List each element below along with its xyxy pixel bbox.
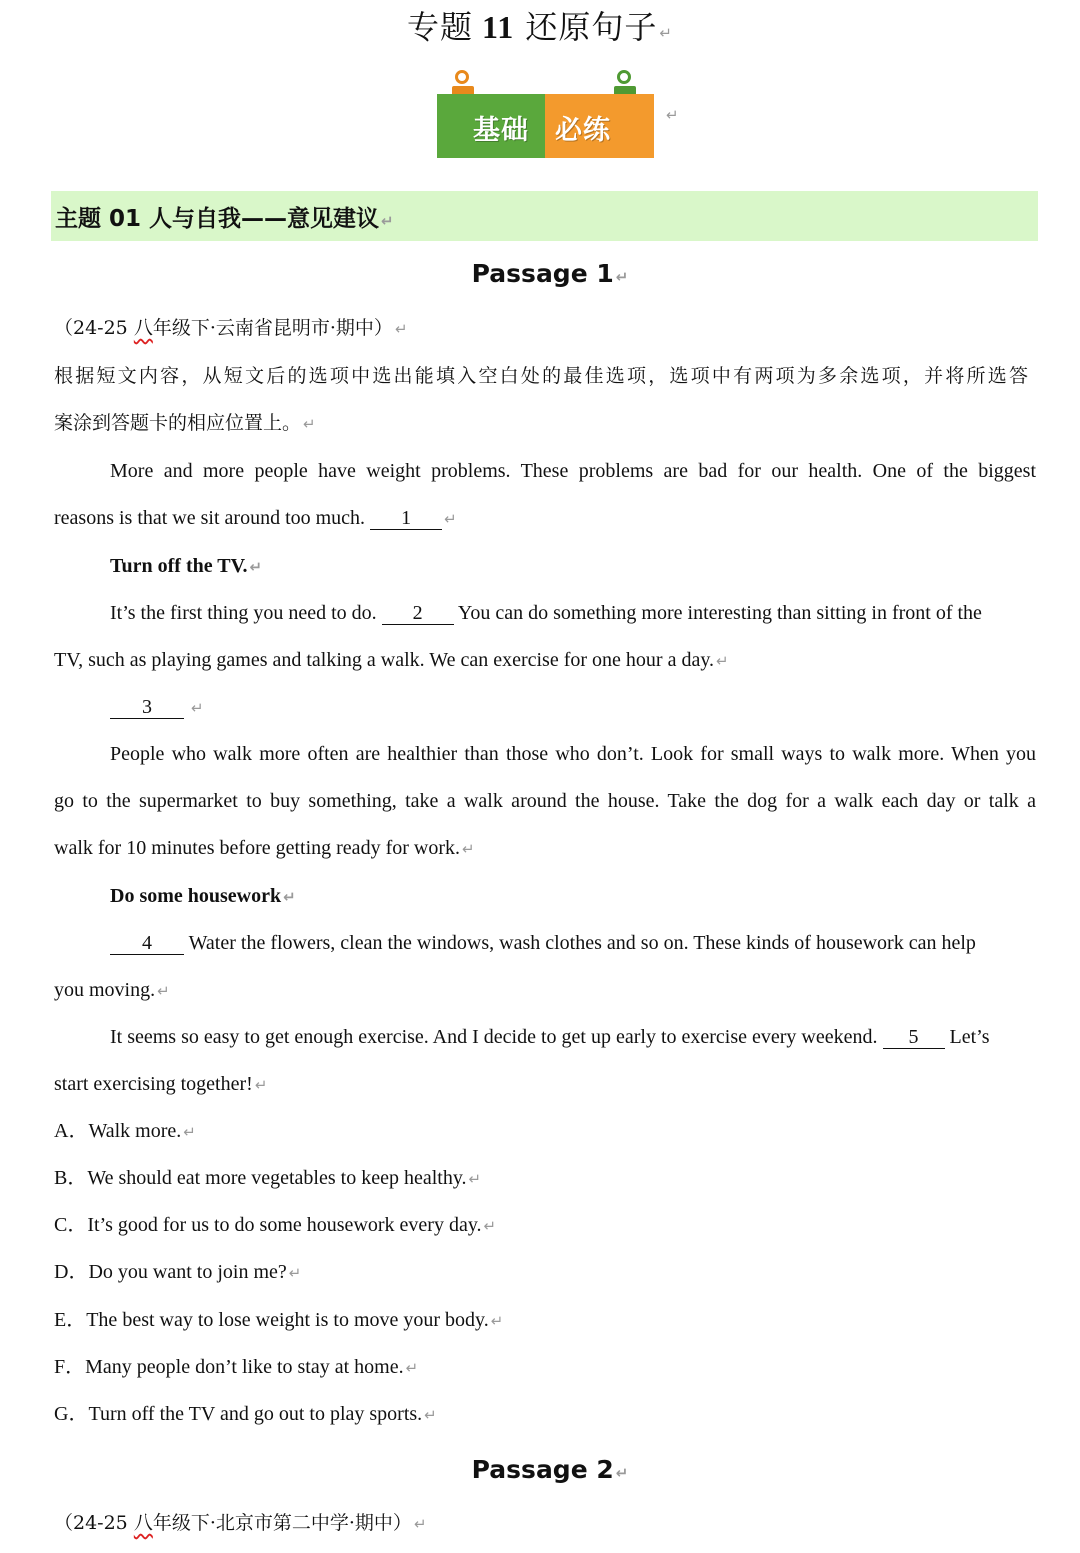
- instruction-text: 根据短文内容，从短文后的选项中选出能填入空白处的最佳选项，选项中有两项为多余选项，并将所选答: [54, 365, 1028, 387]
- paragraph-line: TV, such as playing games and talking a walk. We can exercise for one hour a day. ↵: [54, 649, 729, 671]
- passage-heading: Passage 1 ↵: [471, 259, 629, 288]
- paragraph-line: More and more people have weight problems. These problems are bad for our health. One of the biggest: [110, 460, 1036, 482]
- subheading: Turn off the TV. ↵: [110, 555, 263, 577]
- topic-heading: 主题 01 人与自我——意见建议 ↵: [55, 206, 394, 232]
- paragraph-line: 3 ↵: [110, 693, 204, 722]
- paragraph-line: It seems so easy to get enough exercise. And I decide to get up early to exercise every weekend. 5 Let’s: [110, 1026, 990, 1048]
- answer-blank[interactable]: 1: [370, 507, 442, 530]
- paragraph-line: People who walk more often are healthier than those who don’t. Look for small ways to walk more. When you: [110, 743, 1036, 765]
- page-title: 专题 11 还原句子 ↵: [406, 8, 673, 46]
- answer-blank[interactable]: 4: [110, 932, 184, 955]
- paragraph-line: walk for 10 minutes before getting ready for work. ↵: [54, 837, 475, 859]
- badge-label-left: 基础: [473, 115, 529, 146]
- option-item: G．Turn off the TV and go out to play sports. ↵: [54, 1403, 437, 1425]
- option-item: C．It’s good for us to do some housework every day. ↵: [54, 1214, 497, 1236]
- topic-bar: [51, 191, 1038, 241]
- option-item: E．The best way to lose weight is to move your body. ↵: [54, 1309, 504, 1331]
- instruction-text: 案涂到答题卡的相应位置上。 ↵: [54, 412, 316, 434]
- paragraph-line: you moving. ↵: [54, 979, 170, 1001]
- option-item: D．Do you want to join me? ↵: [54, 1261, 302, 1283]
- answer-blank[interactable]: 3: [110, 696, 184, 719]
- paragraph-line: 4 Water the flowers, clean the windows, wash clothes and so on. These kinds of housework can help: [110, 929, 976, 957]
- subheading: Do some housework ↵: [110, 885, 296, 907]
- paragraph-line: reasons is that we sit around too much. 1 ↵: [54, 507, 457, 529]
- option-item: B．We should eat more vegetables to keep healthy. ↵: [54, 1167, 482, 1189]
- answer-blank[interactable]: 2: [382, 602, 454, 625]
- option-item: A．Walk more. ↵: [54, 1120, 196, 1142]
- return-mark-icon: ↵: [666, 106, 679, 124]
- source-line: （24-25 八年级下·云南省昆明市·期中） ↵: [54, 317, 408, 339]
- source-line: （24-25 八年级下·北京市第二中学·期中） ↵: [54, 1512, 427, 1534]
- return-mark-icon: ↵: [659, 24, 673, 42]
- badge-label-right: 必练: [555, 115, 611, 146]
- answer-blank[interactable]: 5: [883, 1026, 945, 1049]
- paragraph-line: go to the supermarket to buy something, take a walk around the house. Take the dog for a walk each day or talk a: [54, 790, 1036, 812]
- section-badge: [437, 92, 654, 158]
- paragraph-line: start exercising together! ↵: [54, 1073, 268, 1095]
- passage-heading: Passage 2 ↵: [471, 1455, 629, 1484]
- option-item: F．Many people don’t like to stay at home. ↵: [54, 1356, 419, 1378]
- paragraph-line: It’s the first thing you need to do. 2 You can do something more interesting than sitting in front of the: [110, 602, 982, 624]
